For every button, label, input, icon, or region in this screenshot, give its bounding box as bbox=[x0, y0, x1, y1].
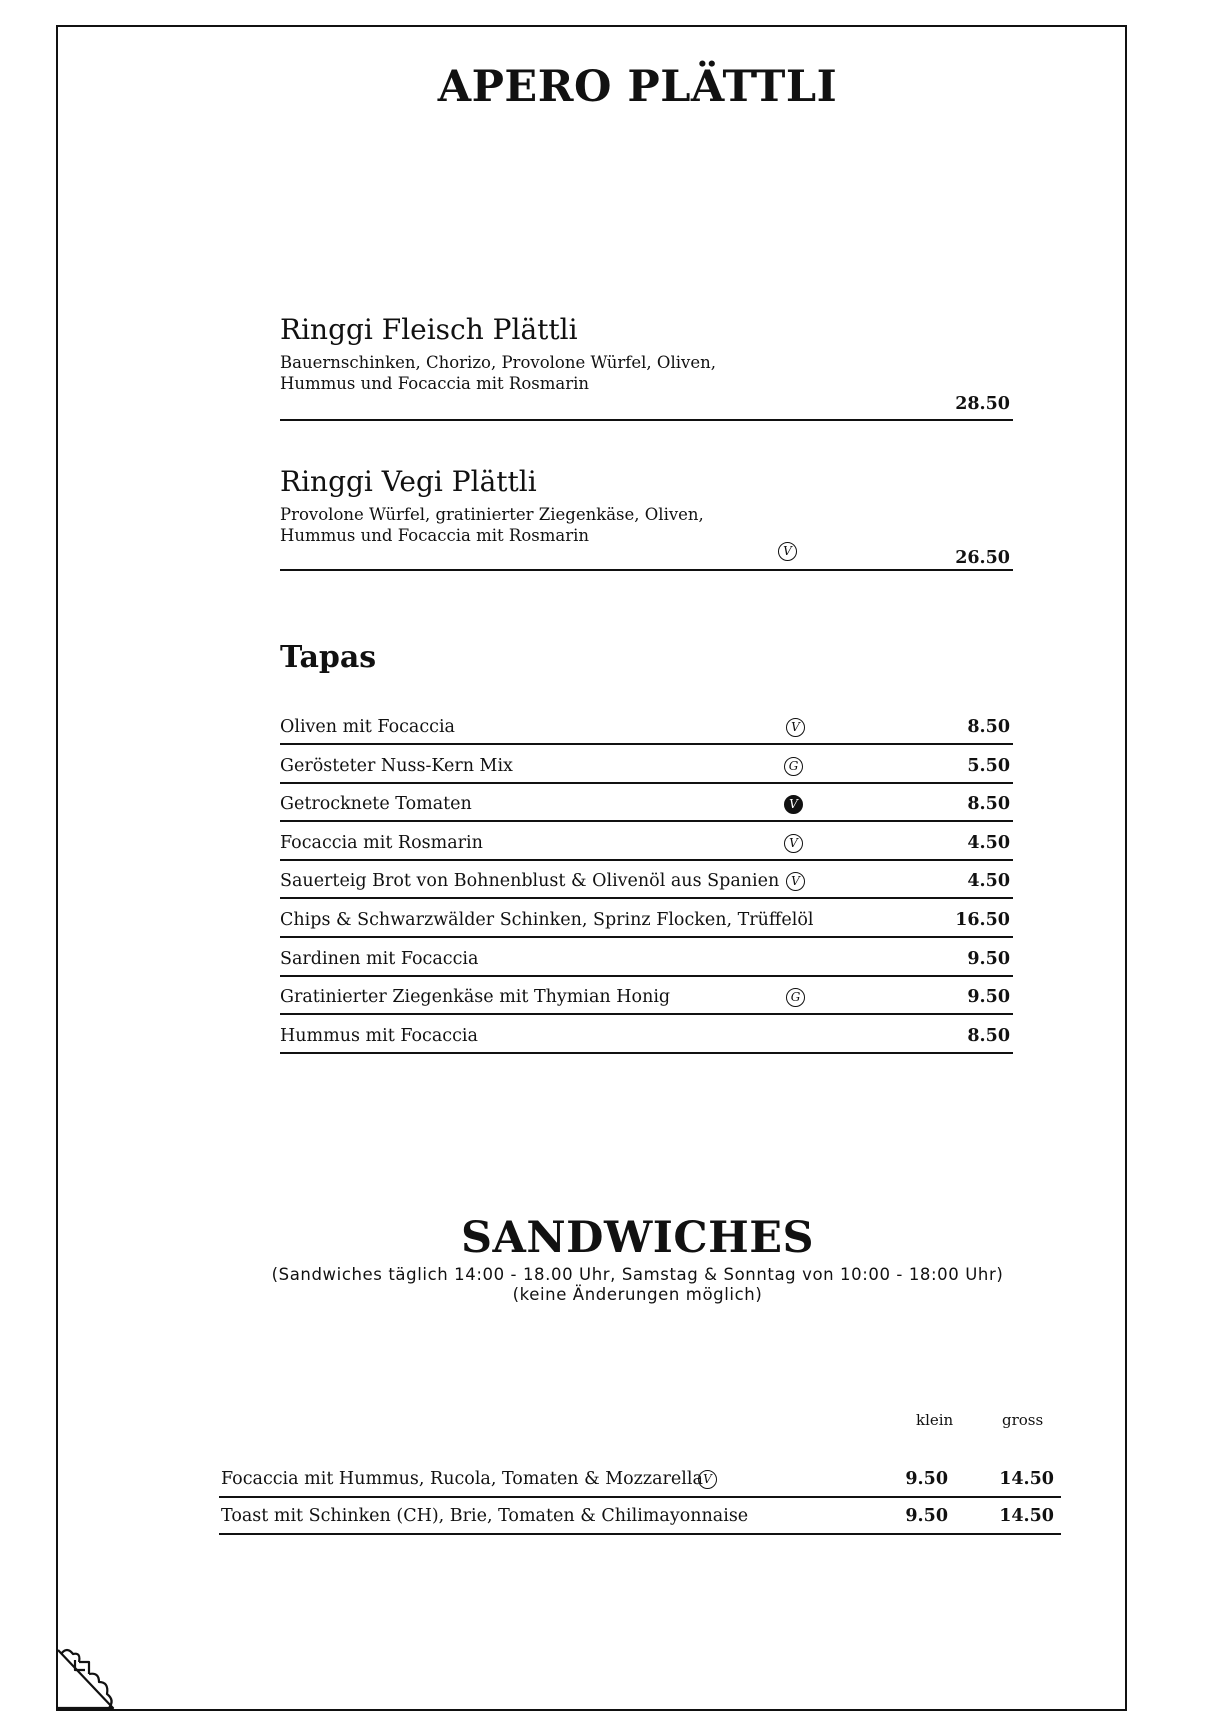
item-desc-vegi-line1: Provolone Würfel, gratinierter Ziegenkäse, Oliven, bbox=[280, 505, 704, 524]
column-header-large: gross bbox=[1002, 1411, 1044, 1429]
sandwiches-hours-note: (Sandwiches täglich 14:00 - 18.00 Uhr, Samstag & Sonntag von 10:00 - 18:00 Uhr) bbox=[271, 1265, 1004, 1284]
divider bbox=[280, 782, 1013, 784]
menu-page-frame bbox=[56, 25, 1127, 1711]
divider bbox=[280, 859, 1013, 861]
sandwiches-no-changes-note: (keine Änderungen möglich) bbox=[512, 1285, 763, 1304]
item-desc-fleisch-line1: Bauernschinken, Chorizo, Provolone Würfel, Oliven, bbox=[280, 353, 716, 372]
sandwich-price-large-toast: 14.50 bbox=[999, 1506, 1054, 1526]
item-title-fleisch: Ringgi Fleisch Plättli bbox=[280, 313, 578, 346]
vegetarian-badge-icon: V bbox=[786, 872, 805, 891]
tapas-item-label: Gratinierter Ziegenkäse mit Thymian Honig bbox=[280, 987, 671, 1007]
tapas-item-label: Getrocknete Tomaten bbox=[280, 794, 472, 814]
apero-title: APERO PLÄTTLI bbox=[437, 62, 838, 112]
divider bbox=[280, 743, 1013, 745]
column-header-small: klein bbox=[916, 1411, 954, 1429]
sandwich-label-focaccia: Focaccia mit Hummus, Rucola, Tomaten & Mozzarella bbox=[221, 1469, 703, 1489]
stacked-plates-logo-icon bbox=[57, 1648, 117, 1710]
item-title-vegi: Ringgi Vegi Plättli bbox=[280, 465, 537, 498]
item-desc-fleisch-line2: Hummus und Focaccia mit Rosmarin bbox=[280, 374, 590, 393]
tapas-item-label: Gerösteter Nuss-Kern Mix bbox=[280, 756, 513, 776]
tapas-item-price: 4.50 bbox=[967, 833, 1010, 853]
gluten-free-badge-icon: G bbox=[786, 988, 805, 1007]
tapas-item-label: Focaccia mit Rosmarin bbox=[280, 833, 483, 853]
tapas-item-price: 8.50 bbox=[967, 1026, 1010, 1046]
divider bbox=[280, 1052, 1013, 1054]
divider bbox=[280, 936, 1013, 938]
sandwiches-title: SANDWICHES bbox=[460, 1213, 815, 1263]
divider bbox=[280, 820, 1013, 822]
tapas-item-price: 9.50 bbox=[967, 949, 1010, 969]
sandwich-price-large-focaccia: 14.50 bbox=[999, 1469, 1054, 1489]
tapas-item-price: 16.50 bbox=[955, 910, 1010, 930]
tapas-item-label: Sardinen mit Focaccia bbox=[280, 949, 479, 969]
divider bbox=[280, 1013, 1013, 1015]
sandwich-label-toast: Toast mit Schinken (CH), Brie, Tomaten & Chilimayonnaise bbox=[221, 1506, 749, 1526]
divider bbox=[280, 897, 1013, 899]
divider bbox=[280, 569, 1013, 571]
gluten-free-badge-icon: G bbox=[784, 757, 803, 776]
tapas-item-label: Oliven mit Focaccia bbox=[280, 717, 455, 737]
vegetarian-badge-icon: V bbox=[784, 795, 803, 814]
sandwich-price-small-toast: 9.50 bbox=[905, 1506, 948, 1526]
tapas-item-price: 4.50 bbox=[967, 871, 1010, 891]
divider bbox=[219, 1496, 1061, 1498]
tapas-item-price: 8.50 bbox=[967, 717, 1010, 737]
vegetarian-badge-icon: V bbox=[778, 542, 797, 561]
divider bbox=[280, 975, 1013, 977]
divider bbox=[219, 1533, 1061, 1535]
tapas-item-price: 8.50 bbox=[967, 794, 1010, 814]
tapas-item-price: 9.50 bbox=[967, 987, 1010, 1007]
vegetarian-badge-icon: V bbox=[786, 718, 805, 737]
tapas-item-price: 5.50 bbox=[967, 756, 1010, 776]
tapas-item-label: Sauerteig Brot von Bohnenblust & Olivenöl aus Spanien bbox=[280, 871, 780, 891]
tapas-item-label: Chips & Schwarzwälder Schinken, Sprinz Flocken, Trüffelöl bbox=[280, 910, 814, 930]
vegetarian-badge-icon: V bbox=[784, 834, 803, 853]
item-price-fleisch: 28.50 bbox=[955, 394, 1010, 414]
tapas-item-label: Hummus mit Focaccia bbox=[280, 1026, 478, 1046]
item-desc-vegi-line2: Hummus und Focaccia mit Rosmarin bbox=[280, 526, 590, 545]
vegetarian-badge-icon: V bbox=[698, 1470, 717, 1489]
item-price-vegi: 26.50 bbox=[955, 548, 1010, 568]
sandwich-price-small-focaccia: 9.50 bbox=[905, 1469, 948, 1489]
tapas-heading: Tapas bbox=[280, 640, 377, 675]
divider bbox=[280, 419, 1013, 421]
